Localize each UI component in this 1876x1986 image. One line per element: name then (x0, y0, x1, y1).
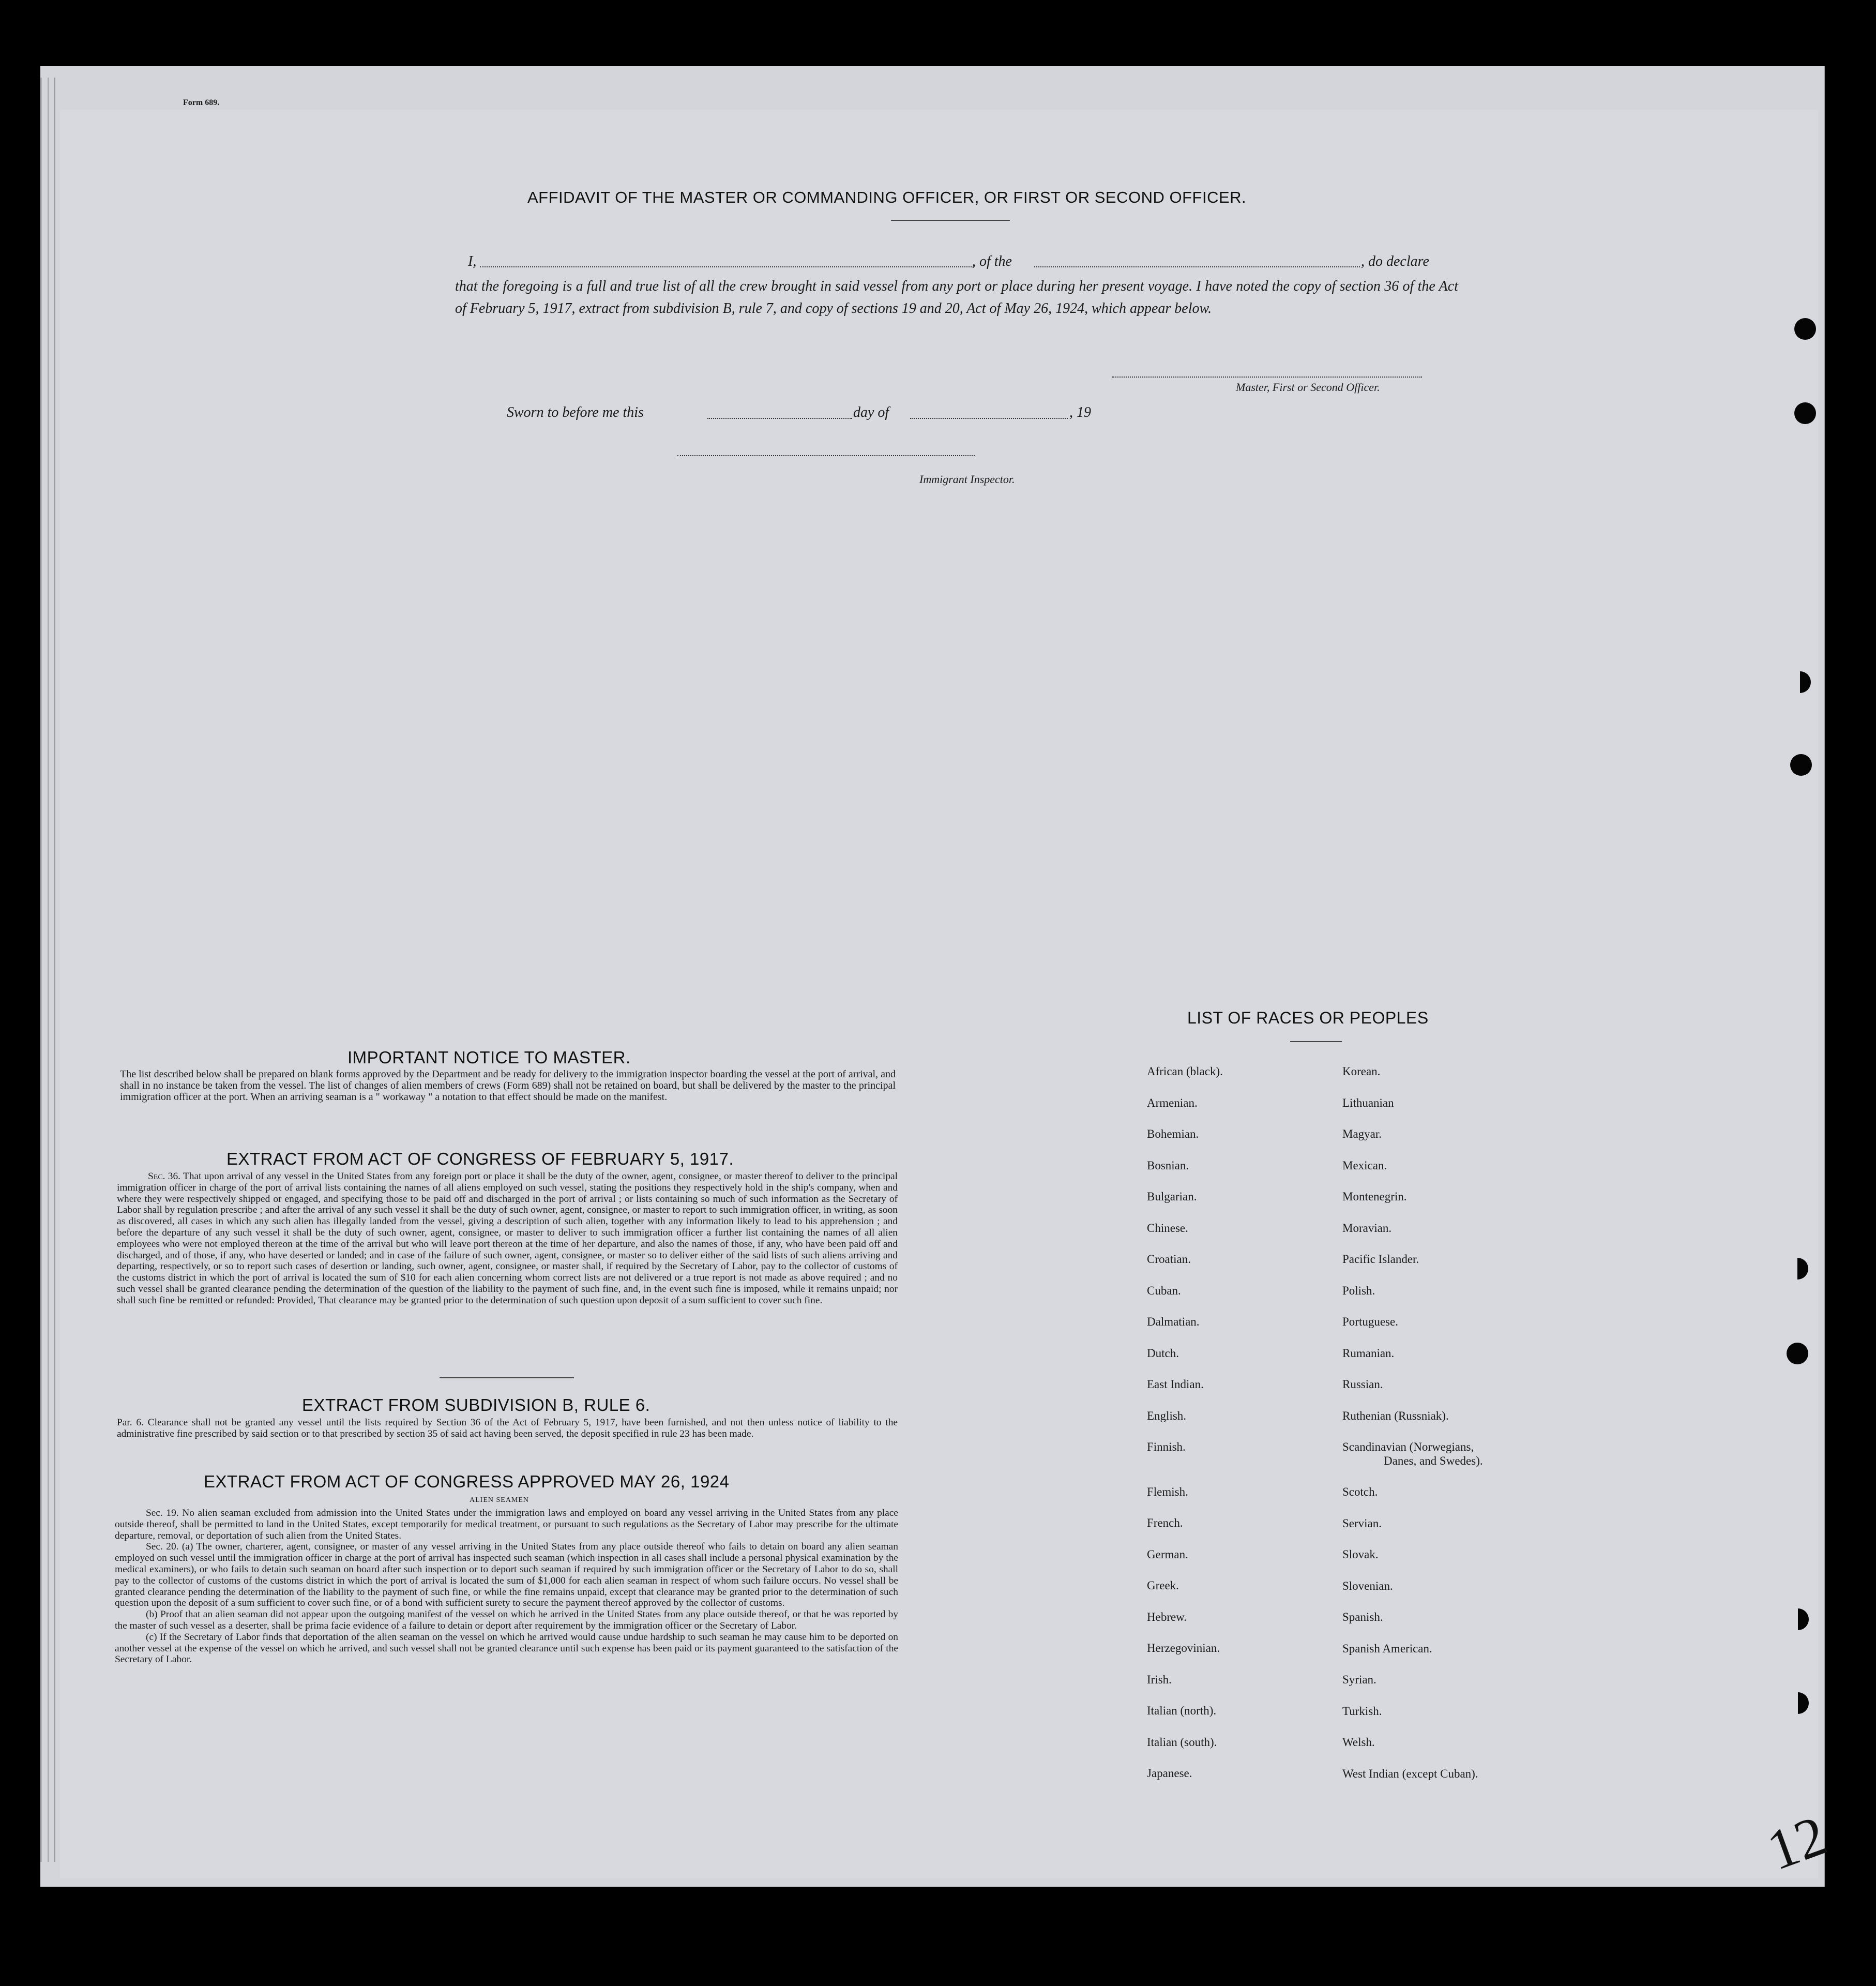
race-item: Spanish. (1342, 1611, 1383, 1623)
master-label: Master, First or Second Officer. (1236, 381, 1380, 394)
notice-title: IMPORTANT NOTICE TO MASTER. (347, 1048, 631, 1067)
race-item: Rumanian. (1342, 1346, 1395, 1360)
affidavit-declare: , do declare (1361, 253, 1429, 269)
race-item: East Indian. (1147, 1378, 1204, 1391)
race-item: African (black). (1147, 1065, 1223, 1078)
vessel-line (1034, 266, 1360, 267)
race-item: Syrian. (1342, 1673, 1376, 1686)
race-item: Chinese. (1147, 1221, 1188, 1235)
race-item: Lithuanian (1342, 1096, 1394, 1109)
section-label: Sec. 36. (148, 1171, 181, 1182)
extract-1917-body (117, 1171, 898, 1306)
binder-hole (1787, 1608, 1809, 1630)
extract-rule6-title: EXTRACT FROM SUBDIVISION B, RULE 6. (302, 1395, 650, 1415)
inspector-signature-line (677, 455, 975, 456)
race-item: Japanese. (1147, 1767, 1192, 1780)
race-item: Hebrew. (1147, 1610, 1187, 1623)
race-item-continuation: Danes, and Swedes). (1384, 1454, 1483, 1467)
race-item: Slovenian. (1342, 1579, 1393, 1592)
race-item: Russian. (1342, 1378, 1383, 1391)
binder-hole (1787, 1343, 1808, 1364)
race-item: Mexican. (1342, 1158, 1387, 1172)
page-edge (40, 78, 42, 1862)
race-item: Herzegovinian. (1147, 1642, 1220, 1654)
race-item: Korean. (1342, 1065, 1381, 1078)
extract-1924-subtitle: ALIEN SEAMEN (470, 1496, 529, 1504)
race-item: Italian (north). (1147, 1704, 1217, 1717)
binder-hole (1787, 1258, 1808, 1280)
races-left-column (1147, 1056, 1223, 1789)
sworn-day-of: day of (853, 404, 889, 420)
race-item: Italian (south). (1147, 1735, 1217, 1749)
race-item: Montenegrin. (1342, 1190, 1407, 1203)
extract-1924-title: EXTRACT FROM ACT OF CONGRESS APPROVED MAY 26, 1924 (204, 1472, 730, 1491)
affidavit-body: that the foregoing is a full and true list of all the crew brought in said vessel from any port or place during her present voyage. I have noted the copy of section 36 of the Act of February 5, 1917, extract from subdivision B, rule 7, and copy of sections 19 and 20, Act of May 26, 1924, which appear below. (455, 278, 1458, 317)
races-title: LIST OF RACES OR PEOPLES (1187, 1009, 1429, 1027)
race-item: Bulgarian. (1147, 1190, 1197, 1203)
sworn-prefix: Sworn to before me this (507, 404, 644, 420)
binder-hole (1787, 1692, 1809, 1714)
race-item: Bosnian. (1147, 1158, 1189, 1172)
sec19-text: Sec. 19. No alien seaman excluded from admission into the United States under the immigration laws and employed on board any vessel arriving in the United States from any place outside thereof, shall be permitted to land in the United States, except temporarily for medical treatment, or pursuant to such regulations as the Secretary of Labor may prescribe for the ultimate departure, removal, or deportation of such alien from the United States. (115, 1508, 898, 1541)
inspector-label: Immigrant Inspector. (919, 473, 1015, 486)
form-number: Form 689. (183, 98, 220, 107)
page-edge (48, 78, 49, 1862)
race-item: Scotch. (1342, 1485, 1378, 1498)
binder-hole (1790, 754, 1812, 776)
race-item: Scandinavian (Norwegians, (1342, 1440, 1474, 1453)
race-item: Turkish. (1342, 1704, 1382, 1718)
notice-body: The list described below shall be prepared on blank forms approved by the Department and be ready for delivery to the immigration inspector boarding the vessel at the port of arrival, and shall in no instance be taken from the vessel. The list of changes of alien members of crews (Form 689) shall not be retained on board, but shall be delivered by the master to the principal immigration officer at the port. When an arriving seaman is a " workaway " a notation to that effect should be made on the manifest. (120, 1069, 896, 1103)
race-item: Ruthenian (Russniak). (1342, 1409, 1449, 1422)
race-item: Slovak. (1342, 1548, 1379, 1561)
race-item: Portuguese. (1342, 1315, 1398, 1328)
extract-1924-body (115, 1508, 898, 1665)
races-right-column (1342, 1056, 1483, 1789)
handwritten-number: 12 (1759, 1803, 1835, 1883)
section-text: That upon arrival of any vessel in the United States from any foreign port or place it shall be the duty of the owner, agent, consignee, or master thereof to deliver to the principal immigration officer in charge of the port of arrival lists containing the names of all aliens employed on such vessel, stating the positions they respectively hold in the ship's company, when and where they were respectively shipped or engaged, and specifying those to be paid off and discharged in the port of arrival ; or lists containing so much of such information as the Secretary of Labor shall by regulation prescribe ; and after the arrival of any such vessel it shall be the duty of such owner, agent, consignee, or master to report to such immigration officer, in writing, as soon as discovered, all cases in which any such alien has illegally landed from the vessel, giving a description of such alien, together with any information likely to lead to his apprehension ; and before the departure of any such vessel it shall be the duty of such owner, agent, consignee, or master to deliver to such immigration officer a further list containing the names of all alien employees who were not employed thereon at the time of the arrival but who will leave port thereon at the time of her departure, and also the names of those, if any, who have been paid off and discharged, and of those, if any, who have deserted or landed; and in case of the failure of such owner, agent, consignee, or master so to deliver either of the said lists of such aliens arriving and departing, respectively, or so to report such cases of desertion or landing, such owner, agent, consignee, or master shall, if required by the Secretary of Labor, pay to the collector of customs of the customs district in which the port of arrival is located the sum of $10 for each alien concerning whom correct lists are not delivered or a true report is not made as above required ; and no such vessel shall be granted clearance pending the determination of the question of the liability to the payment of such fine, and, in the event such fine is imposed, while it remains unpaid; nor shall such fine be remitted or refunded: Provided, That clearance may be granted prior to the determination of such question upon deposit of a sum sufficient to cover such fine. (117, 1171, 898, 1306)
divider (1290, 1041, 1342, 1042)
binder-hole (1794, 318, 1816, 340)
sworn-month-line (910, 418, 1068, 419)
race-item: French. (1147, 1516, 1183, 1529)
race-item: Bohemian. (1147, 1127, 1199, 1140)
affidavit-of-the: , of the (972, 253, 1012, 269)
sec20c-text: (c) If the Secretary of Labor finds that deportation of the alien seaman on the vessel on which he arrived would cause undue hardship to such seaman he may cause him to be deported on another vessel at the expense of the vessel on which he arrived, and such vessel shall not be granted clearance until such expense has been paid or its payment guaranteed to the satisfaction of the Secretary of Labor. (115, 1631, 898, 1665)
race-item: German. (1147, 1547, 1188, 1561)
race-item: Spanish American. (1342, 1642, 1432, 1655)
race-item: Croatian. (1147, 1253, 1191, 1266)
master-signature-line (1112, 377, 1422, 378)
divider (440, 1377, 574, 1378)
race-item: Cuban. (1147, 1284, 1181, 1297)
race-item: Greek. (1147, 1579, 1179, 1592)
binder-hole (1789, 671, 1811, 693)
page-edge (54, 78, 55, 1862)
sworn-year: , 19 (1069, 404, 1091, 420)
affidavit-i: I, (468, 253, 477, 269)
name-line (480, 266, 974, 267)
race-item: Flemish. (1147, 1485, 1188, 1498)
extract-1917-title: EXTRACT FROM ACT OF CONGRESS OF FEBRUARY 5, 1917. (226, 1149, 734, 1168)
race-item: Magyar. (1342, 1127, 1382, 1140)
race-item: Polish. (1342, 1284, 1375, 1297)
race-item: Welsh. (1342, 1736, 1375, 1749)
extract-rule6-body: Par. 6. Clearance shall not be granted any vessel until the lists required by Section 36 of the Act of February 5, 1917, have been furnished, and not then unless notice of liability to the administrative fine prescribed by said section or to that prescribed by section 35 of said act having been served, the deposit specified in rule 23 has been made. (117, 1417, 898, 1439)
sec20a-text: Sec. 20. (a) The owner, charterer, agent, consignee, or master of any vessel arriving in the United States from any place outside thereof who fails to detain on board any alien seaman employed on such vessel until the immigration officer in charge at the port of arrival has inspected such seaman (which inspection in all cases shall include a personal physical examination by the medical examiners), or who fails to detain such seaman on board after such inspection or to deport such seaman if required by such immigration officer or the Secretary of Labor to do so, shall pay to the collector of customs of the customs district in which the port of arrival is located the sum of $1,000 for each alien seaman in respect of whom such failure occurs. No vessel shall be granted clearance pending the determination of the liability to the payment of such fine, or while the fine remains unpaid, except that clearance may be granted prior to the determination of such question upon the deposit of a sum sufficient to cover such fine, or of a bond with sufficient surety to secure the payment thereof approved by the collector of customs. (115, 1541, 898, 1609)
race-item: English. (1147, 1409, 1187, 1422)
divider (891, 220, 1010, 221)
race-item: Armenian. (1147, 1096, 1198, 1109)
race-item: Servian. (1342, 1516, 1382, 1530)
affidavit-title: AFFIDAVIT OF THE MASTER OR COMMANDING OFFICER, OR FIRST OR SECOND OFFICER. (527, 188, 1247, 206)
race-item: West Indian (except Cuban). (1342, 1767, 1478, 1780)
binder-hole (1794, 402, 1816, 424)
race-item: Finnish. (1147, 1440, 1186, 1453)
race-item: Irish. (1147, 1673, 1172, 1686)
race-item: Dutch. (1147, 1346, 1179, 1360)
race-item: Dalmatian. (1147, 1315, 1200, 1328)
race-item: Pacific Islander. (1342, 1253, 1419, 1266)
sworn-day-line (707, 418, 852, 419)
sec20b-text: (b) Proof that an alien seaman did not appear upon the outgoing manifest of the vessel on which he arrived in the United States from any place outside thereof, or that he was reported by the master of such vessel as a deserter, shall be prima facie evidence of a failure to detain or deport after requirement by the immigration officer or the Secretary of Labor. (115, 1609, 898, 1631)
race-item: Moravian. (1342, 1221, 1392, 1235)
